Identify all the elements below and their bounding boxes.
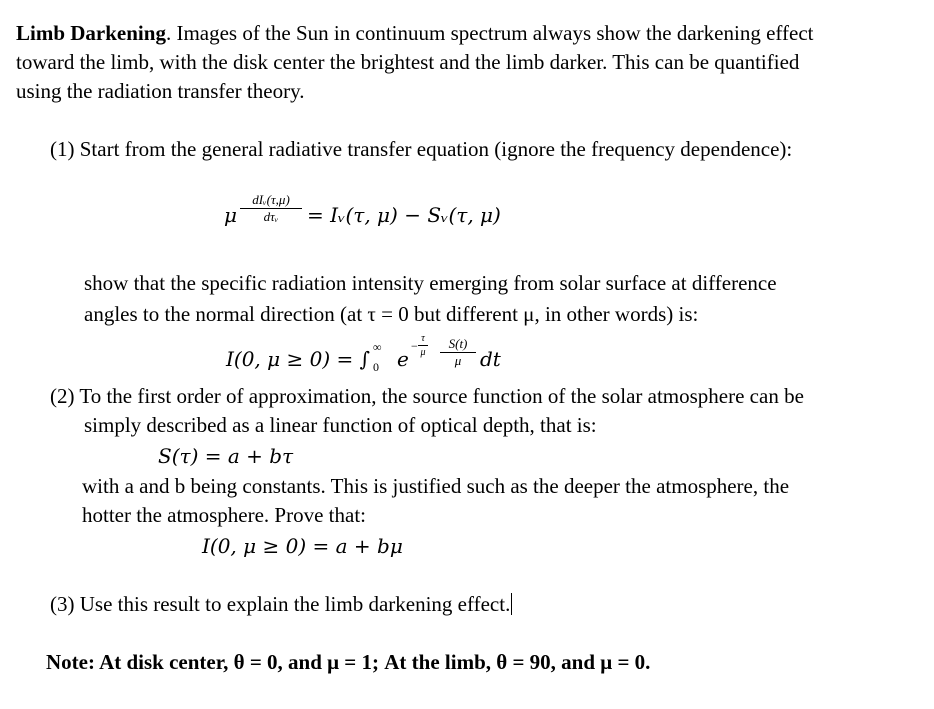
text-cursor [511, 593, 512, 615]
intro-line-1-text: . Images of the Sun in continuum spectrum always show the darkening effect [165, 21, 814, 45]
rte-derivative-num: dIᵥ(τ,μ) [252, 192, 290, 207]
source-fraction-num: S(t) [448, 336, 468, 351]
part3-text: (3) Use this result to explain the limb darkening effect. [50, 592, 511, 616]
exponent-den: μ [420, 347, 426, 358]
intro-line-2: toward the limb, with the disk center the brightest and the limb darker. This can be quantified [16, 50, 800, 74]
rte-rhs: = Iᵥ(τ, μ) − Sᵥ(τ, μ) [307, 203, 501, 227]
part2-line-2: simply described as a linear function of optical depth, that is: [84, 413, 597, 437]
rte-mu: μ [224, 203, 237, 227]
rte-derivative [240, 193, 302, 225]
source-fraction-den: μ [454, 353, 462, 369]
part2-line-3: with a and b being constants. This is justified such as the deeper the atmosphere, the [82, 474, 790, 498]
rte-derivative-den: dτᵥ [263, 209, 279, 225]
exponent-num: τ [421, 333, 425, 344]
part1-show-1: show that the specific radiation intensity emerging from solar surface at difference [84, 271, 777, 295]
intensity-result-equation: I(0, μ ≥ 0) = a + bμ [202, 534, 403, 558]
source-function-equation: S(τ) = a + bτ [158, 444, 294, 468]
part1-show-2: angles to the normal direction (at τ = 0 but different μ, in other words) is: [84, 302, 699, 326]
part2-line-1: (2) To the first order of approximation, the source function of the solar atmosphere can be [50, 384, 804, 408]
source-fraction [440, 337, 476, 369]
integral-dt: dt [480, 347, 501, 371]
integral-lhs: I(0, μ ≥ 0) = ∫ [226, 347, 371, 371]
integral-e: e [397, 347, 409, 371]
exponent-fraction [418, 333, 428, 358]
intro-title: Limb Darkening [16, 21, 166, 45]
part2-line-4: hotter the atmosphere. Prove that: [82, 503, 367, 527]
integral-upper: ∞ [373, 340, 382, 354]
integral-lower: 0 [373, 360, 379, 374]
note-text: Note: At disk center, θ = 0, and μ = 1; At the limb, θ = 90, and μ = 0. [46, 650, 651, 674]
part1-text: (1) Start from the general radiative transfer equation (ignore the frequency dependence): [50, 137, 793, 161]
intro-line-1 [16, 23, 814, 44]
intro-line-3: using the radiation transfer theory. [16, 79, 305, 103]
exponent-minus: − [411, 339, 418, 353]
